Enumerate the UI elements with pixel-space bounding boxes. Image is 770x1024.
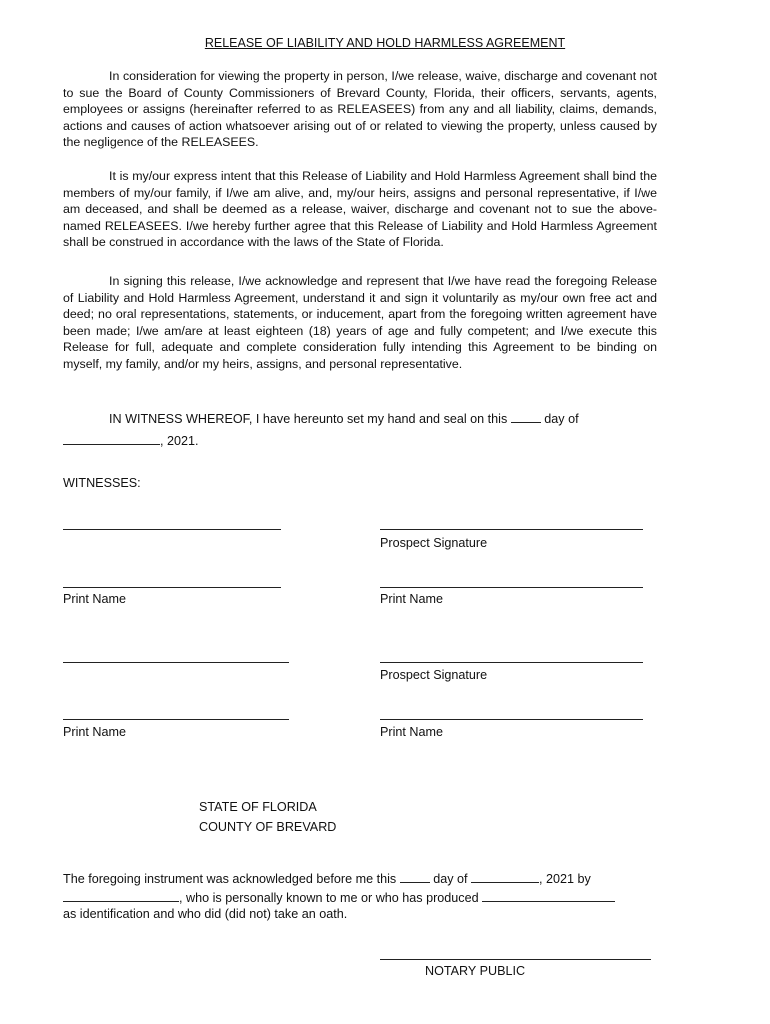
witness-print-name-label: Print Name [63,725,126,739]
paragraph-express-intent: It is my/our express intent that this Release of Liability and Hold Harmless Agreement shall bind the members of my/our family, if I/we am alive, and, my/our heirs, assigns and personal representative, if I/we am deceased, and shall be deemed as a release, waiver, discharge and covenant not to sue the above-named RELEASEES. I/we hereby further agree that this Release of Liability and Hold Harmless Agreement shall be construed in accordance with the laws of the State of Florida. [63,169,657,250]
prospect-signature-line[interactable] [380,529,643,530]
witness-year: , 2021. [160,434,199,448]
notary-name-blank[interactable] [63,889,179,902]
witness-clause-text: IN WITNESS WHEREOF, I have hereunto set my hand and seal on this [109,412,508,426]
notary-ack-known: , who is personally known to me or who has produced [179,891,479,905]
notary-ack-line-1 [63,870,591,886]
day-blank[interactable] [511,410,541,423]
notary-month-blank[interactable] [471,870,539,883]
paragraph-consideration: In consideration for viewing the property in person, I/we release, waive, discharge and covenant not to sue the Board of County Commissioners of Brevard County, Florida, their officers, servants, agents, employees or assigns (hereinafter referred to as RELEASEES) from any and all liability, claims, demands, actions and causes of action whatsoever arising out of or related to viewing the property, unless caused by the negligence of the RELEASEES. [63,69,657,150]
witness-print-name-line[interactable] [63,587,281,588]
witness-signature-line[interactable] [63,529,281,530]
witness-clause-line [109,410,579,426]
notary-signature-line[interactable] [380,959,651,960]
notary-day-blank[interactable] [400,870,430,883]
notary-id-blank[interactable] [482,889,615,902]
witness-print-name-label: Print Name [63,592,126,606]
prospect-print-name-line[interactable] [380,587,643,588]
prospect-signature-label: Prospect Signature [380,536,488,550]
notary-ack-line-3: as identification and who did (did not) take an oath. [63,907,348,921]
notary-ack-day-of: day of [433,872,468,886]
prospect-print-name-label: Print Name [380,592,443,606]
witness-signature-line[interactable] [63,662,289,663]
prospect-print-name-line[interactable] [380,719,643,720]
notary-ack-line-2 [63,889,615,905]
notary-public-label: NOTARY PUBLIC [425,964,526,978]
prospect-print-name-label: Print Name [380,725,443,739]
notary-ack-text: The foregoing instrument was acknowledged before me this [63,872,397,886]
notary-ack-year: , 2021 by [539,872,591,886]
witness-date-line [63,432,199,448]
prospect-signature-line[interactable] [380,662,643,663]
month-blank[interactable] [63,432,160,445]
paragraph-acknowledge: In signing this release, I/we acknowledge and represent that I/we have read the foregoing Release of Liability and Hold Harmless Agreement, understand it and sign it voluntarily as my/our own free act and deed; no oral representations, statements, or inducement, apart from the foregoing written agreement have been made; I/we am/are at least eighteen (18) years of age and fully competent; and I/we execute this Release for full, adequate and complete consideration fully intending this Agreement to be binding on myself, my family, and/or my heirs, assigns, and personal representative. [63,274,657,371]
notary-county: COUNTY OF BREVARD [199,820,337,834]
prospect-signature-label: Prospect Signature [380,668,488,682]
document-title: RELEASE OF LIABILITY AND HOLD HARMLESS AGREEMENT [204,36,566,50]
notary-state: STATE OF FLORIDA [199,800,317,814]
witness-clause-day-of: day of [544,412,579,426]
witness-print-name-line[interactable] [63,719,289,720]
witnesses-label: WITNESSES: [63,476,141,490]
